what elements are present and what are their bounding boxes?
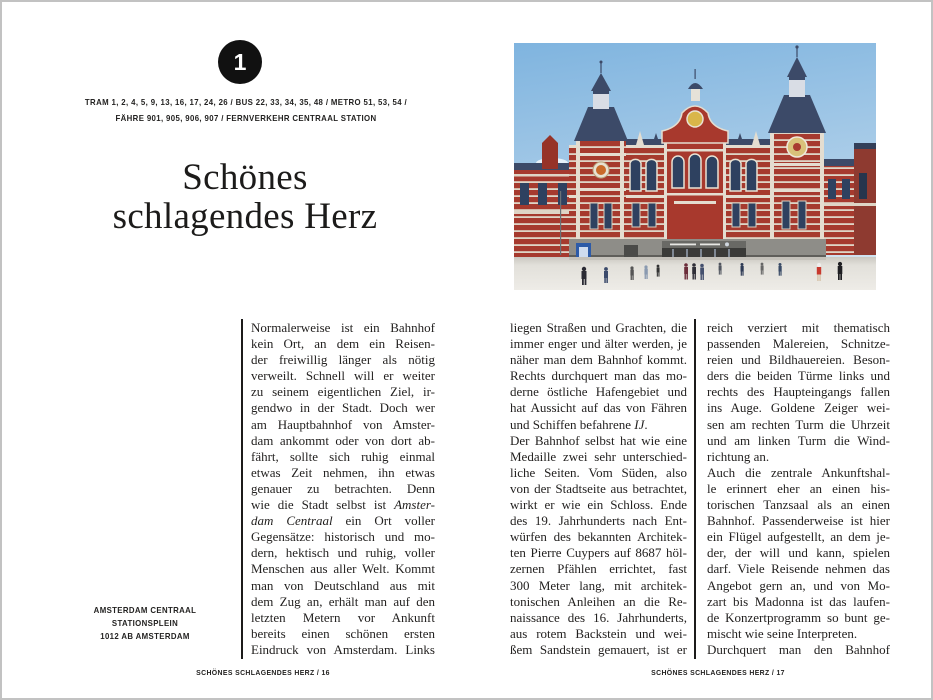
page-title-line-2: schlagendes Herz (112, 196, 378, 237)
text-line: wirkt er wie ein Schloss. Ende (510, 497, 687, 513)
text-line: von der Stadtseite aus betrachtet, (510, 480, 687, 496)
text-line: man von Deutschland aus mit (251, 577, 435, 593)
text-line: der freiwillig länger als nötig (251, 352, 435, 368)
page-title-line-1: Schönes (182, 157, 308, 198)
text-line: AMSTERDAM CENTRAAL (93, 605, 197, 615)
page-title (35, 158, 455, 236)
transit-line-2: FÄHRE 901, 905, 906, 907 / FERNVERKEHR CENTRAAL STATION (115, 113, 377, 123)
text-line: ders die beiden Türme links und (707, 368, 890, 384)
chapter-number-badge: 1 (218, 40, 262, 84)
text-line: derne östliche Hafengebiet und (510, 384, 687, 400)
transit-info (60, 94, 432, 126)
text-line: Auch die zentrale Ankunftshal- (707, 464, 890, 480)
station-photo (514, 43, 876, 290)
text-line: zernen Pfählen errichtet, fast (510, 561, 687, 577)
text-line: kein Ort, an dem ein Reisen- (251, 336, 435, 352)
address-block (62, 604, 228, 643)
text-line: sen am rechten Turm die Uhrzeit (707, 416, 890, 432)
text-line: liche Seiten. Vom Süden, also (510, 464, 687, 480)
text-line: ten Pierre Cuypers auf 8687 höl- (510, 545, 687, 561)
text-line: wie die Stadt selbst ist Amster- (251, 497, 435, 513)
text-line: dam ankommt oder von dort ab- (251, 432, 435, 448)
text-line: le erinnert eher an einen his- (707, 480, 890, 496)
transit-line-1: TRAM 1, 2, 4, 5, 9, 13, 16, 17, 24, 26 / BUS 22, 33, 34, 35, 48 / METRO 51, 53, 54 / (84, 97, 408, 107)
station-photo-graphic (514, 43, 876, 290)
text-line: Durchquert man den Bahnhof (707, 641, 890, 657)
text-line: der, der will und kann, spielen (707, 545, 890, 561)
text-line: Bahnhof. Passenderweise ist hier (707, 513, 890, 529)
text-line: Der Bahnhof selbst hat wie eine (510, 432, 687, 448)
text-line: liegen Straßen und Grachten, die (510, 320, 687, 335)
text-line: aus rotem Backstein und wei- (510, 625, 687, 641)
text-line: ein Flügel aufgestellt, an dem je- (707, 529, 890, 545)
text-line: am Hauptbahnhof von Amster- (251, 416, 435, 432)
text-line: tonischen Anleihen an die Re- (510, 593, 687, 609)
text-line: Medaille zwei sehr unterschied- (510, 448, 687, 464)
text-line: 1012 AB AMSTERDAM (100, 631, 190, 641)
text-line: rechts des Haupteingangs fallen (707, 384, 890, 400)
text-line: dem Zug an, erhält man auf den (251, 593, 435, 609)
text-line: gendwo in der Stadt. Doch wer (251, 400, 435, 416)
text-line: und am linken Turm die Wind- (707, 432, 890, 448)
text-line: passenden Malereien, Schnitze- (707, 336, 890, 352)
text-line: bereits einen schönen ersten (251, 625, 435, 641)
text-line: Normalerweise ist ein Bahnhof (251, 320, 435, 335)
text-line: des 19. Jahrhunderts nach Ent- (510, 513, 687, 529)
text-line: ins Auge. Goldene Zeiger wei- (707, 400, 890, 416)
text-line: richtung an. (707, 448, 770, 464)
text-line: darf. Viele Reisende nehmen das (707, 561, 890, 577)
text-line: Rechts durchquert man das mo- (510, 368, 687, 384)
text-line: etwas Zeit nehmen, ihn etwas (251, 464, 435, 480)
text-line: de Konzertprogramm so bunt ge- (707, 609, 890, 625)
text-line: näher man dem Bahnhof kommt. (510, 352, 687, 368)
text-line: verweilt. Schnell will er weiter (251, 368, 435, 384)
text-line: mischt wie seine Interpreten. (707, 625, 858, 641)
text-line: reien und Bildhauereien. Beson- (707, 352, 890, 368)
text-line: 300 Meter lang, mit architek- (510, 577, 687, 593)
body-column-1 (251, 320, 435, 658)
text-line: Gegensätze: historisch und mo- (251, 529, 435, 545)
text-line: Eindruck von Amsterdam. Links (251, 641, 435, 657)
text-line: immer enger und älter werden, je (510, 336, 687, 352)
text-line: naissance des 16. Jahrhunderts, (510, 609, 687, 625)
running-footer-left: SCHÖNES SCHLAGENDES HERZ / 16 (196, 668, 330, 677)
text-line: torischen Tanzsaal als an einen (707, 497, 890, 513)
text-line: und Schiffen befahrene IJ. (510, 416, 648, 432)
column-rule-right (694, 319, 696, 659)
text-line: dam Centraal ein Ort voller (251, 513, 435, 529)
column-rule-left (241, 319, 243, 659)
text-line: zart bis Madonna ist das laufen- (707, 593, 890, 609)
body-column-2 (510, 320, 687, 658)
text-line: letzten Metern vor Ankunft (251, 609, 435, 625)
text-line: zu seinem eigentlichen Ziel, ir- (251, 384, 435, 400)
text-line: Menschen aus aller Welt. Kommt (251, 561, 435, 577)
text-line: fährt, sollte sich ruhig einmal (251, 448, 435, 464)
text-line: dern, hektisch und ruhig, voller (251, 545, 435, 561)
running-footer-right: SCHÖNES SCHLAGENDES HERZ / 17 (651, 668, 785, 677)
text-line: würfen des bekannten Architek- (510, 529, 687, 545)
text-line: hat Aussicht auf das von Fähren (510, 400, 687, 416)
text-line: Angebot gern an, und von Mo- (707, 577, 890, 593)
body-column-3 (707, 320, 890, 658)
text-line: ßem Sandstein gemauert, ist er (510, 641, 687, 657)
text-line: STATIONSPLEIN (111, 618, 179, 628)
text-line: genauer zu betrachten. Denn (251, 480, 435, 496)
text-line: reich verziert mit thematisch (707, 320, 890, 335)
